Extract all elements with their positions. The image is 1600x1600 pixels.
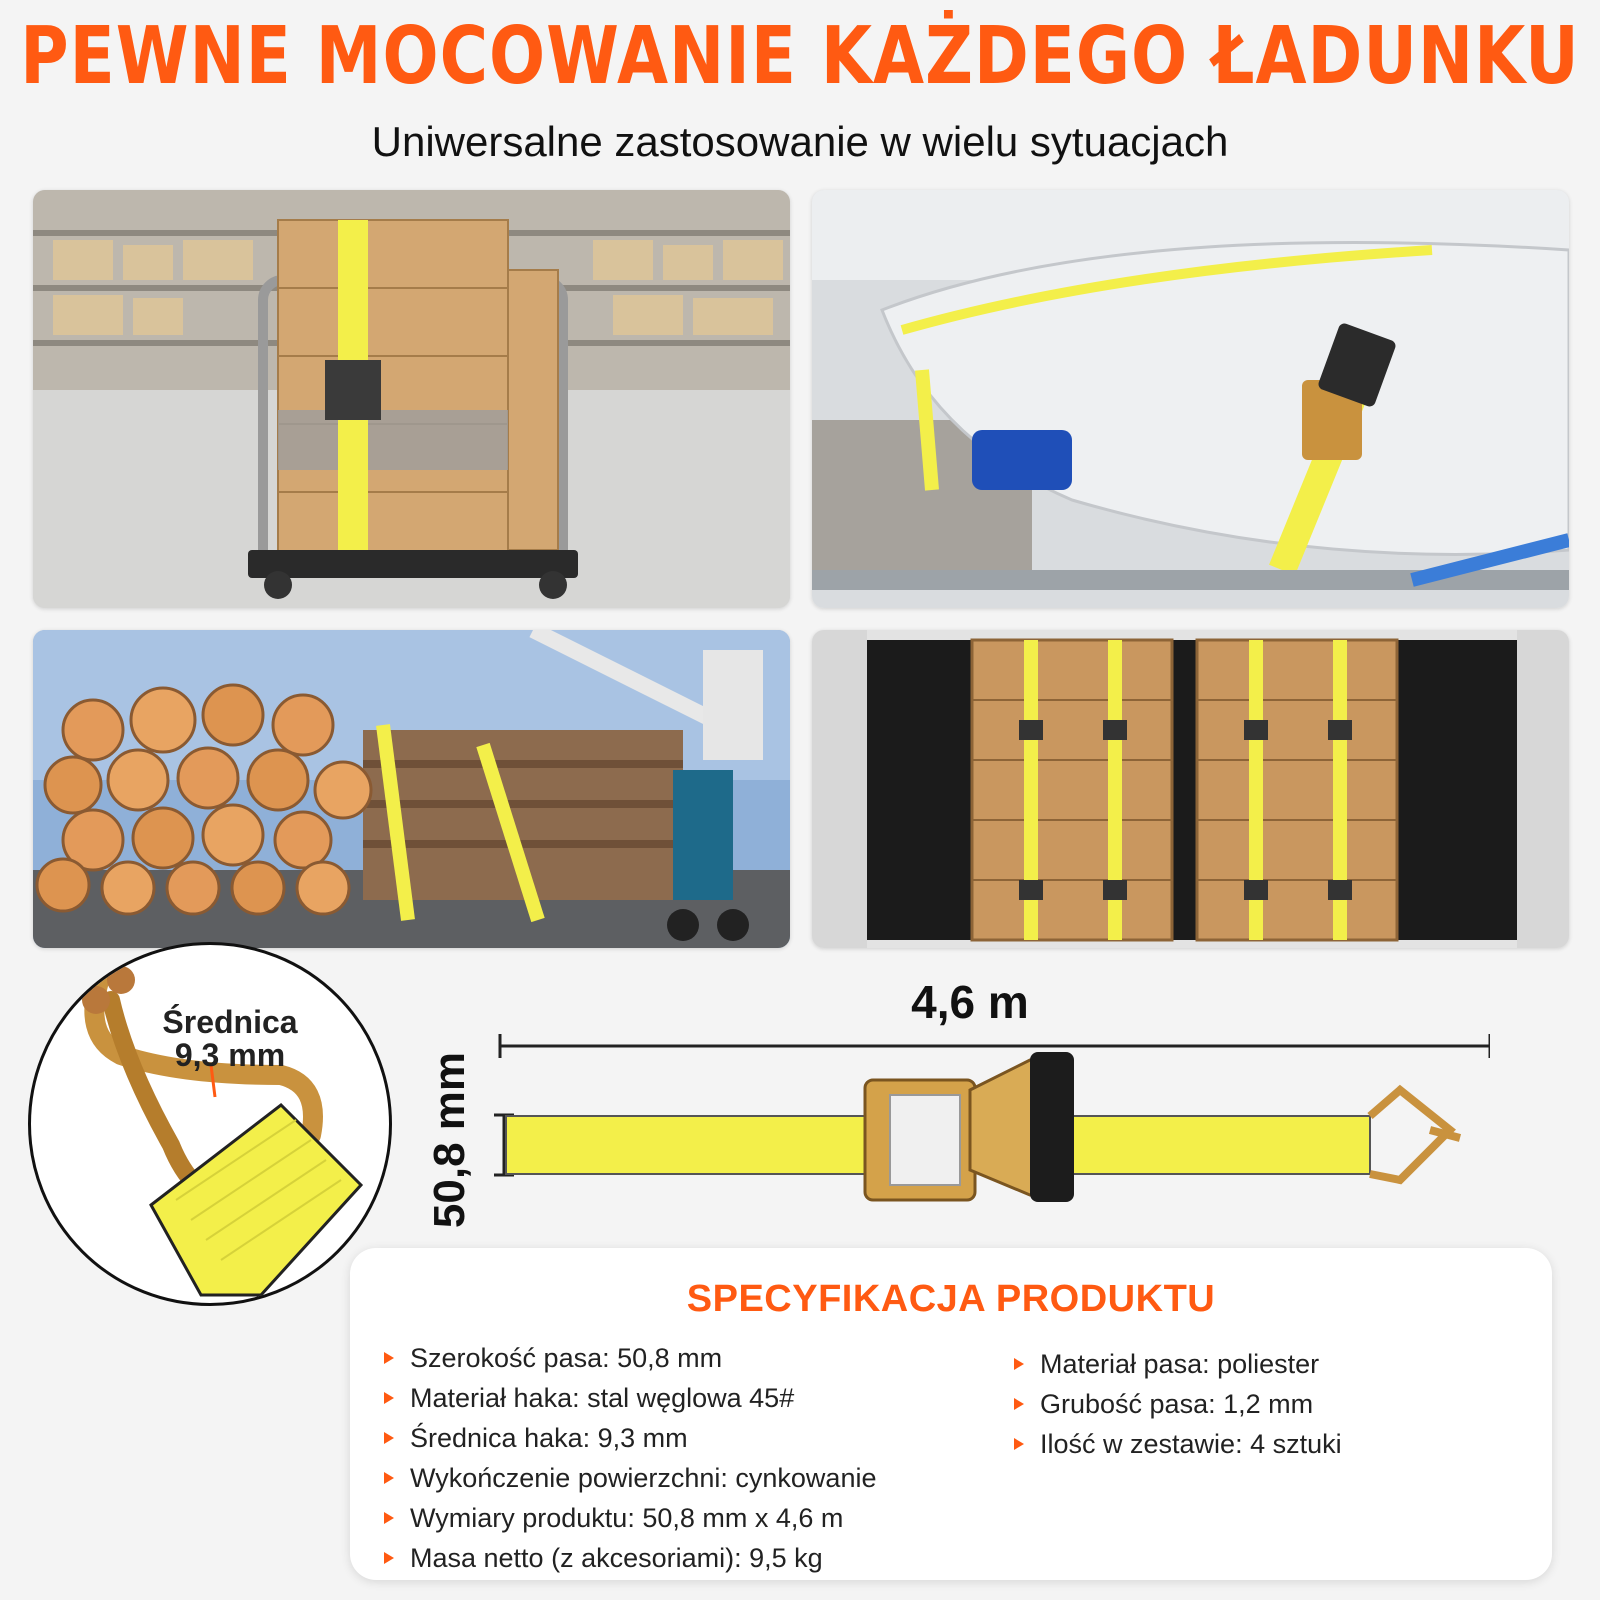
- headline: PEWNE MOCOWANIE KAŻDEGO ŁADUNKU: [20, 10, 1580, 103]
- spec-item: Masa netto (z akcesoriami): 9,5 kg: [380, 1538, 876, 1578]
- spec-item: Grubość pasa: 1,2 mm: [1010, 1384, 1342, 1424]
- strap-right: [1070, 1116, 1370, 1174]
- width-label: 50,8 mm: [425, 1051, 474, 1229]
- hook-icon: [31, 945, 389, 1303]
- spec-list-left: [380, 1338, 876, 1578]
- log-truck-photo: [33, 630, 790, 948]
- spec-item: Wykończenie powierzchni: cynkowanie: [380, 1458, 876, 1498]
- spec-item: Wymiary produktu: 50,8 mm x 4,6 m: [380, 1498, 876, 1538]
- length-dimension-line: [500, 1034, 1490, 1058]
- spec-list-right: [1010, 1344, 1342, 1464]
- strap-left: [506, 1116, 881, 1174]
- spec-item: Materiał haka: stal węglowa 45#: [380, 1378, 876, 1418]
- hook-detail-circle: [28, 942, 392, 1306]
- ratchet-strap-diagram: [470, 1020, 1490, 1220]
- spec-card: [350, 1248, 1552, 1580]
- diameter-label-line2: 9,3 mm: [174, 1037, 286, 1073]
- diameter-label-line1: Średnica: [162, 1004, 298, 1040]
- length-label: 4,6 m: [911, 976, 1029, 1028]
- spec-title: SPECYFIKACJA PRODUKTU: [686, 1278, 1216, 1320]
- diameter-label: [150, 1006, 310, 1072]
- spec-item: Szerokość pasa: 50,8 mm: [380, 1338, 876, 1378]
- warehouse-cart-photo: [33, 190, 790, 608]
- ratchet-icon: [865, 1052, 1074, 1202]
- spec-item: Ilość w zestawie: 4 sztuki: [1010, 1424, 1342, 1464]
- subheadline: Uniwersalne zastosowanie w wielu sytuacjach: [371, 118, 1229, 165]
- boat-trailer-photo: [812, 190, 1569, 608]
- spec-item: Średnica haka: 9,3 mm: [380, 1418, 876, 1458]
- hook-end-icon: [1370, 1090, 1460, 1180]
- spec-item: Materiał pasa: poliester: [1010, 1344, 1342, 1384]
- trailer-cargo-photo: [812, 630, 1569, 948]
